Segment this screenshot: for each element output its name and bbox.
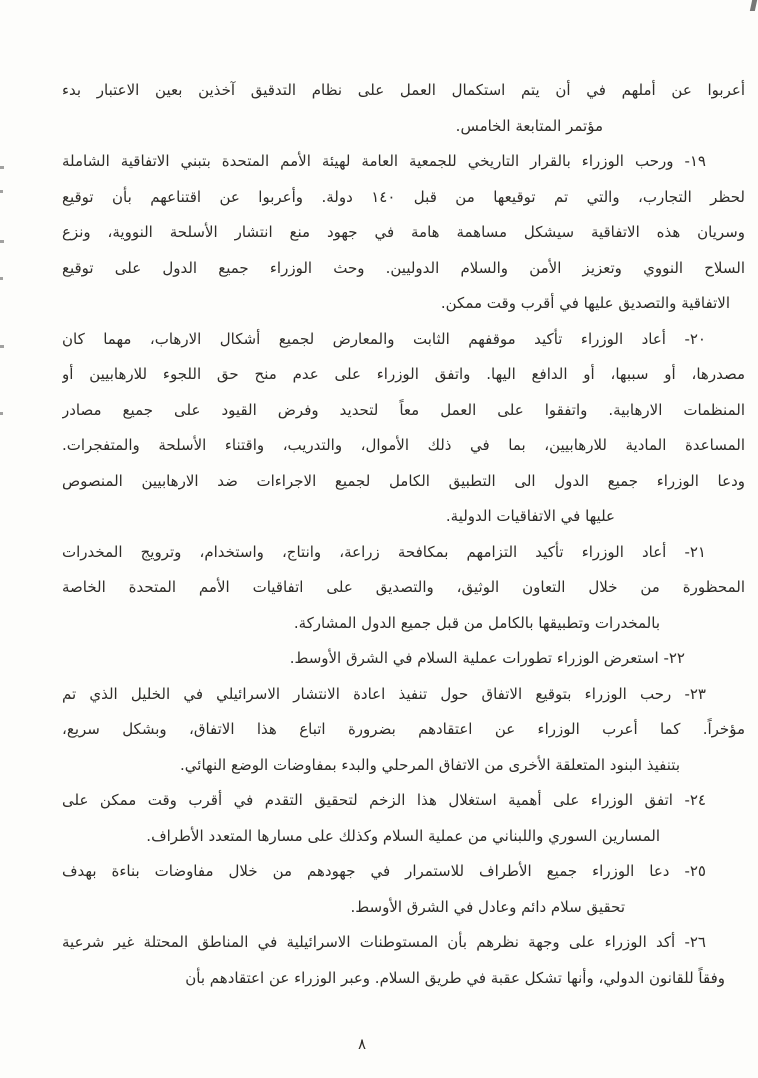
scan-artifact bbox=[0, 277, 3, 280]
text-line: ودعا الوزراء جميع الدول الى التطبيق الكامل لجميع الاجراءات ضد الارهابيين المنصوص bbox=[62, 471, 745, 490]
text-line: مؤخراً. كما أعرب الوزراء عن اعتقادهم بضرورة اتباع هذا الاتفاق، وبشكل سريع، bbox=[62, 720, 745, 738]
text-line: بالمخدرات وتطبيقها بالكامل من قبل جميع الدول المشاركة. bbox=[293, 613, 660, 632]
text-line: المنظمات الارهابية. واتفقوا على العمل معاً لتحديد وفرض القيود على جميع مصادر bbox=[62, 400, 745, 419]
scan-artifact bbox=[750, 0, 757, 11]
text-line: وسريان هذه الاتفاقية سيشكل مساهمة هامة في جهود منع انتشار الأسلحة النووية، ونزع bbox=[62, 223, 745, 241]
text-line-item-19: ١٩- ورحب الوزراء بالقرار التاريخي للجمعية العامة لهيئة الأمم المتحدة بتبني الاتفاقية الشاملة bbox=[62, 152, 706, 170]
text-line: بتنفيذ البنود المتعلقة الأخرى من الاتفاق المرحلي والبدء بمفاوضات الوضع النهائي. bbox=[180, 755, 680, 774]
scan-artifact bbox=[0, 345, 4, 348]
text-line-item-21: ٢١- أعاد الوزراء تأكيد التزامهم بمكافحة زراعة، وانتاج، واستخدام، وترويج المخدرات bbox=[62, 542, 706, 561]
scan-artifact bbox=[0, 166, 4, 169]
text-line: السلاح النووي وتعزيز الأمن والسلام الدوليين. وحث الوزراء جميع الدول على توقيع bbox=[62, 258, 745, 277]
text-line: المحظورة من خلال التعاون الوثيق، والتصديق على اتفاقيات الأمم المتحدة الخاصة bbox=[62, 578, 745, 596]
text-line-item-23: ٢٣- رحب الوزراء بتوقيع الاتفاق حول تنفيذ اعادة الانتشار الاسرائيلي في الخليل الذي تم bbox=[62, 684, 706, 703]
text-line: الاتفاقية والتصديق عليها في أقرب وقت ممكن. bbox=[440, 294, 730, 312]
text-line: المساعدة المادية للارهابيين، بما في ذلك الأموال، والتدريب، واقتناء الأسلحة والمتفجرات. bbox=[62, 436, 745, 454]
text-line: تحقيق سلام دائم وعادل في الشرق الأوسط. bbox=[350, 897, 625, 916]
text-line-item-24: ٢٤- اتفق الوزراء على أهمية استغلال هذا الزخم لتحقيق التقدم في أقرب وقت ممكن على bbox=[62, 791, 706, 809]
text-line-item-20: ٢٠- أعاد الوزراء تأكيد موقفهم الثابت والمعارض لجميع أشكال الارهاب، مهما كان bbox=[62, 329, 706, 348]
text-line: لحظر التجارب، والتي تم توقيعها من قبل ١٤٠ دولة. وأعربوا عن اقتناعهم بأن توقيع bbox=[62, 187, 745, 206]
text-line-item-26: ٢٦- أكد الوزراء على وجهة نظرهم بأن المستوطنات الاسرائيلية في المناطق المحتلة غير شرعية bbox=[62, 933, 706, 951]
text-line: مؤتمر المتابعة الخامس. bbox=[455, 116, 603, 135]
text-line-item-25: ٢٥- دعا الوزراء جميع الأطراف للاستمرار في جهودهم من خلال مفاوضات بناءة بهدف bbox=[62, 862, 706, 880]
text-line: أعربوا عن أملهم في أن يتم استكمال العمل على نظام التدقيق آخذين بعين الاعتبار بدء bbox=[62, 81, 745, 99]
text-column bbox=[62, 73, 745, 996]
scan-artifact bbox=[0, 412, 3, 415]
page-number: ٨ bbox=[357, 1035, 367, 1053]
text-line-item-22: ٢٢- استعرض الوزراء تطورات عملية السلام في الشرق الأوسط. bbox=[289, 649, 685, 667]
text-line: وفقاً للقانون الدولي، وأنها تشكل عقبة في طريق السلام. وعبر الوزراء عن اعتقادهم بأن bbox=[185, 968, 725, 987]
scan-artifact bbox=[0, 240, 4, 243]
scan-artifact bbox=[0, 190, 3, 193]
text-line: المسارين السوري واللبناني من عملية السلام وكذلك على مسارها المتعدد الأطراف. bbox=[146, 826, 660, 845]
text-line: مصدرها، أو سببها، أو الدافع اليها. واتفق الوزراء على عدم منح حق اللجوء للارهابيين أو bbox=[62, 365, 745, 383]
text-line: عليها في الاتفاقيات الدولية. bbox=[445, 507, 615, 525]
